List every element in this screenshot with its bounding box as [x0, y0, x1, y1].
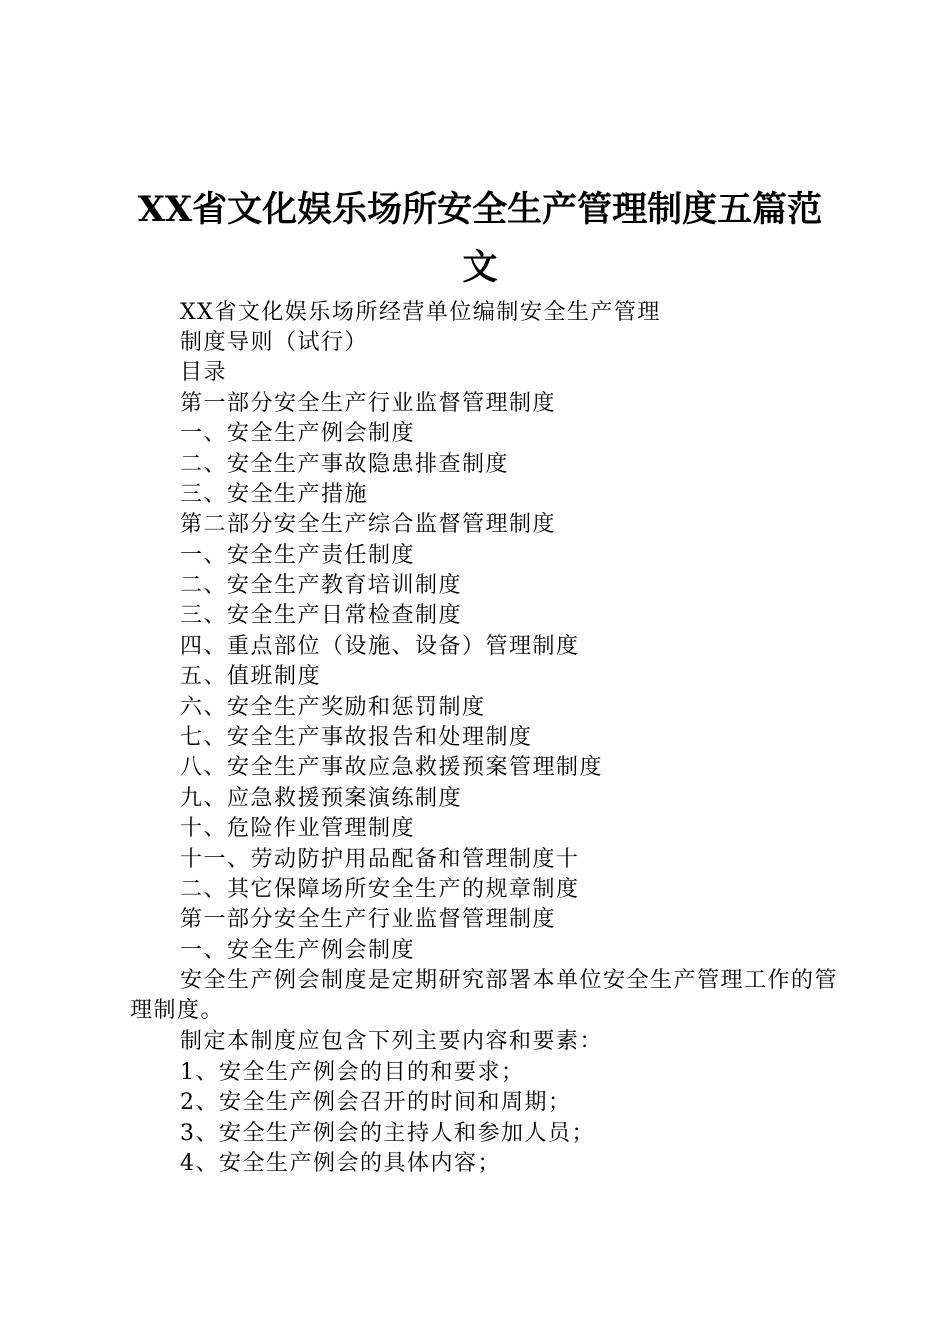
toc-item: 七、安全生产事故报告和处理制度	[180, 725, 533, 750]
toc-item: 八、安全生产事故应急救援预案管理制度	[180, 755, 604, 780]
document-title-line-1: XX省文化娱乐场所安全生产管理制度五篇范	[137, 189, 823, 230]
toc-item: 三、安全生产措施	[180, 482, 369, 507]
toc-item: 六、安全生产奖励和惩罚制度	[180, 695, 486, 720]
toc-item: 十、危险作业管理制度	[180, 816, 416, 841]
toc-item: 二、安全生产教育培训制度	[180, 573, 463, 598]
list-item: 2、安全生产例会召开的时间和周期；	[180, 1090, 572, 1115]
toc-item: 九、应急救援预案演练制度	[180, 786, 463, 811]
list-item: 3、安全生产例会的主持人和参加人员；	[180, 1121, 595, 1146]
toc-item: 二、其它保障场所安全生产的规章制度	[180, 877, 580, 902]
toc-item: 二、安全生产事故隐患排查制度	[180, 452, 510, 477]
document-title-line-2: 文	[462, 247, 498, 288]
list-item: 1、安全生产例会的目的和要求；	[180, 1060, 525, 1085]
text-line: 制度导则（试行）	[180, 330, 369, 355]
text-line: XX省文化娱乐场所经营单位编制安全生产管理	[180, 300, 661, 325]
subsection-heading: 一、安全生产例会制度	[180, 938, 416, 963]
toc-item: 三、安全生产日常检查制度	[180, 603, 463, 628]
toc-item: 一、安全生产例会制度	[180, 421, 416, 446]
body-paragraph: 安全生产例会制度是定期研究部署本单位安全生产管理工作的管理制度。	[130, 968, 839, 1023]
text-line: 制定本制度应包含下列主要内容和要素：	[180, 1029, 604, 1054]
toc-item: 一、安全生产责任制度	[180, 543, 416, 568]
toc-item: 五、值班制度	[180, 664, 322, 689]
toc-heading: 目录	[180, 360, 228, 385]
toc-item: 十一、劳动防护用品配备和管理制度十	[180, 847, 580, 872]
toc-item: 第二部分安全生产综合监督管理制度	[180, 512, 557, 537]
list-item: 4、安全生产例会的具体内容；	[180, 1151, 501, 1176]
toc-item: 第一部分安全生产行业监督管理制度	[180, 391, 557, 416]
section-heading: 第一部分安全生产行业监督管理制度	[180, 907, 557, 932]
toc-item: 四、重点部位（设施、设备）管理制度	[180, 634, 580, 659]
